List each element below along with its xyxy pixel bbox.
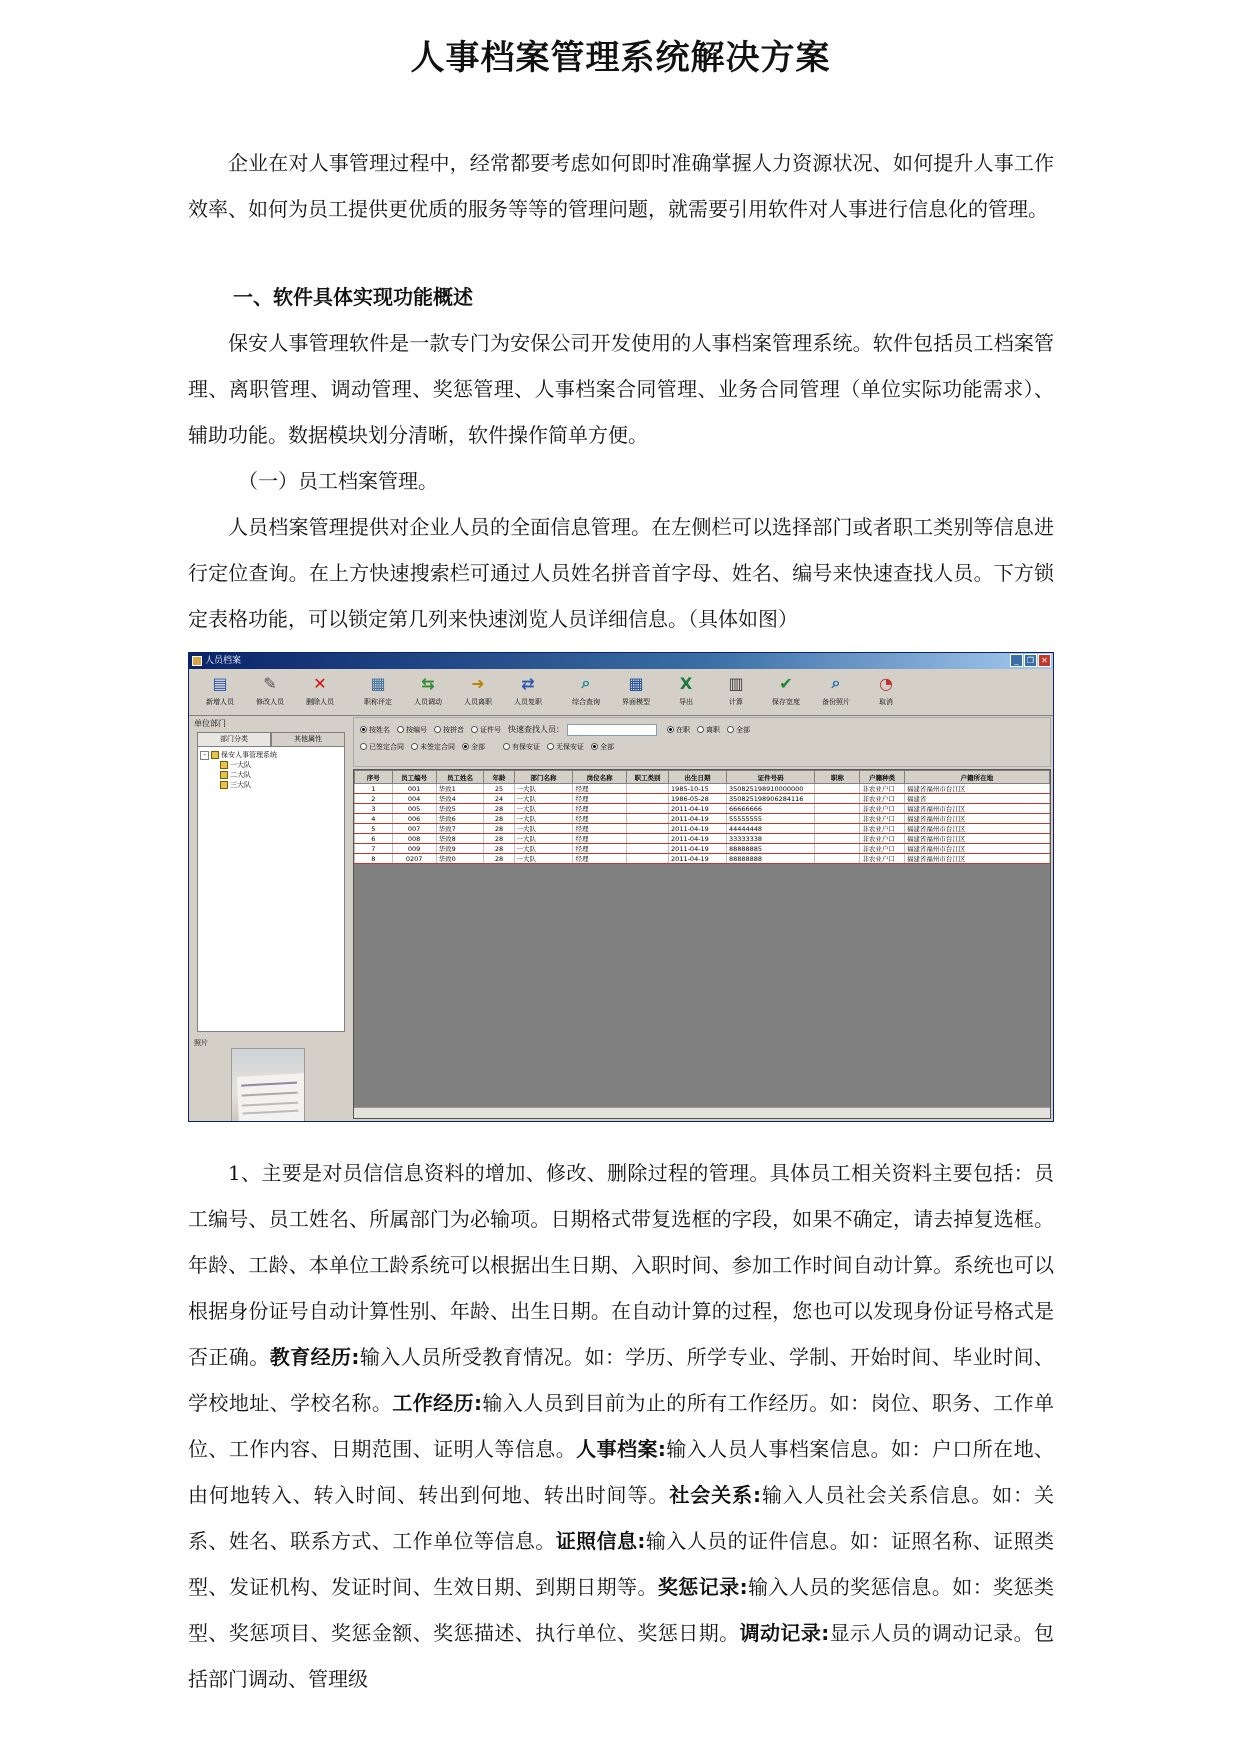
radio-label: 全部 [736,725,750,734]
app-titlebar [189,653,1053,669]
photo-label: 照片 [194,1039,208,1047]
section-heading-1: 一、软件具体实现功能概述 [233,285,473,309]
table-cell: 福建省福州市台江区 [904,844,1049,854]
team-icon [220,761,228,769]
radio-label: 全部 [600,742,614,751]
toolbar-button[interactable] [503,669,553,713]
table-cell: 1985-10-15 [669,784,727,794]
radio-icon[interactable] [547,743,554,750]
team-icon [220,771,228,779]
table-cell [815,784,860,794]
cert-option[interactable] [503,742,540,752]
app-screenshot [188,652,1054,1122]
table-cell: 009 [392,844,436,854]
table-cell: 经理 [573,794,626,804]
status-option[interactable] [697,725,720,735]
table-cell: 5 [355,824,393,834]
table-cell: 005 [392,804,436,814]
table-cell: 非农业户口 [860,794,904,804]
table-cell: 一大队 [514,814,573,824]
minimize-icon[interactable]: _ [1010,654,1023,667]
table-row[interactable] [355,834,1050,844]
column-header[interactable]: 户籍所在地 [904,771,1049,784]
table-cell: 008 [392,834,436,844]
table-cell: 福建省福州市台江区 [904,834,1049,844]
toolbar-button-label: 综合查询 [572,698,600,706]
table-cell [815,794,860,804]
toolbar-button[interactable] [561,669,611,713]
table-cell [626,794,668,804]
table-cell: 0207 [392,854,436,864]
table-cell: 一大队 [514,824,573,834]
app-icon [192,656,202,666]
folder-icon [211,751,219,759]
contract-option[interactable] [462,742,485,752]
contract-option[interactable] [360,742,404,752]
horizontal-scrollbar[interactable] [354,1107,1050,1118]
restore-icon[interactable]: ❐ [1024,654,1037,667]
table-cell: 1986-05-28 [669,794,727,804]
radio-icon[interactable] [360,743,367,750]
work-keyword: 工作经历: [392,1391,483,1415]
save-check-icon: ✔ [779,673,793,693]
quick-search-input[interactable] [567,724,657,736]
subsection-heading-1: （一）员工档案管理。 [238,469,438,493]
radio-label: 有保安证 [512,742,540,751]
toolbar-button[interactable] [453,669,503,713]
transfer-icon: ⇆ [421,673,435,693]
toolbar-button[interactable] [195,669,245,713]
social-text: 输入人员社会关系信息。如：关系、姓名、联系方式、工作单位等信息。 [188,1483,1055,1553]
transfer-keyword: 调动记录: [739,1621,830,1645]
column-header[interactable]: 户籍种类 [860,771,904,784]
table-cell: 25 [484,784,514,794]
table-cell: 华致6 [436,814,484,824]
table-cell: 华致5 [436,804,484,814]
search-mode-option[interactable] [471,725,501,735]
toolbar-button-label: 取消 [879,698,893,706]
tab-dept[interactable]: 部门分类 [197,732,271,746]
table-cell [626,844,668,854]
table-cell: 88888888 [726,854,814,864]
radio-label: 在职 [676,725,690,734]
radio-label: 证件号 [480,725,501,734]
toolbar-button-label: 计算 [729,698,743,706]
cert-keyword: 证照信息: [555,1529,646,1553]
radio-label: 全部 [471,742,485,751]
table-cell: 2011-04-19 [669,814,727,824]
toolbar-button[interactable] [861,669,911,713]
table-cell [815,824,860,834]
close-icon[interactable]: ✕ [1038,654,1051,667]
radio-label: 按拼音 [443,725,464,734]
tree-node-label: 三大队 [230,781,251,789]
toolbar-button[interactable] [245,669,295,713]
search-mode-option[interactable] [434,725,464,735]
reward-text: 输入人员的奖惩信息。如：奖惩类型、奖惩项目、奖惩金额、奖惩描述、执行单位、奖惩日期。 [188,1575,1055,1645]
toolbar-button[interactable] [711,669,761,713]
table-cell: 24 [484,794,514,804]
table-cell: 一大队 [514,834,573,844]
toolbar-button-label: 新增人员 [206,698,234,706]
table-cell: 经理 [573,844,626,854]
table-cell [626,784,668,794]
table-cell: 004 [392,794,436,804]
transfer-text: 显示人员的调动记录。包括部门调动、管理级 [188,1621,1055,1691]
table-cell: 88888885 [726,844,814,854]
toolbar-button-label: 界面模型 [622,698,650,706]
new-doc-icon: ▤ [212,673,228,693]
table-cell: 2 [355,794,393,804]
details-paragraph [188,1150,1054,1702]
table-cell: 350825198906284116 [726,794,814,804]
radio-icon[interactable] [471,726,478,733]
radio-icon[interactable] [727,726,734,733]
table-cell: 6 [355,834,393,844]
column-header[interactable]: 年龄 [484,771,514,784]
radio-icon[interactable] [462,743,469,750]
column-header[interactable]: 职称 [815,771,860,784]
status-option[interactable] [667,725,690,735]
radio-icon[interactable] [411,743,418,750]
column-header[interactable]: 证件号码 [726,771,814,784]
table-cell: 经理 [573,804,626,814]
radio-icon[interactable] [667,726,674,733]
tree-node[interactable] [200,760,342,770]
filter-panel [353,717,1051,767]
toolbar-button-label: 保存宽度 [772,698,800,706]
search-icon: ⌕ [581,673,591,692]
table-row[interactable] [355,814,1050,824]
column-header[interactable]: 岗位名称 [573,771,626,784]
table-row[interactable] [355,844,1050,854]
app-toolbar [189,669,1053,716]
data-grid-area[interactable] [353,769,1051,1119]
table-cell: 非农业户口 [860,804,904,814]
tree-node-label: 一大队 [230,761,251,769]
table-cell: 经理 [573,854,626,864]
table-cell: 一大队 [514,784,573,794]
table-cell: 福建省福州市台江区 [904,784,1049,794]
tree-root[interactable] [200,750,342,760]
table-row[interactable] [355,854,1050,864]
chart-icon: ▦ [370,673,386,693]
contract-option[interactable] [411,742,455,752]
intro-paragraph: 企业在对人事管理过程中，经常都要考虑如何即时准确掌握人力资源状况、如何提升人事工作效率、如何为员工提供更优质的服务等等的管理问题，就需要引用软件对人事进行信息化的管理。 [188,151,1054,221]
table-cell: 2011-04-19 [669,844,727,854]
radio-icon[interactable] [434,726,441,733]
table-cell: 1 [355,784,393,794]
radio-label: 按姓名 [369,725,390,734]
file-text: 输入人员人事档案信息。如：户口所在地、由何地转入、转入时间、转出到何地、转出时间等。 [188,1437,1055,1507]
excel-icon: X [679,673,693,693]
table-cell [815,854,860,864]
tools-icon: ✎ [263,673,277,693]
table-cell: 28 [484,854,514,864]
delete-icon: ✕ [313,673,327,693]
table-cell: 2011-04-19 [669,824,727,834]
cert-text: 输入人员的证件信息。如：证照名称、证照类型、发证机构、发证时间、生效日期、到期日期等。 [188,1529,1055,1599]
table-row[interactable] [355,784,1050,794]
table-cell: 8 [355,854,393,864]
search-mode-option[interactable] [360,725,390,735]
column-header[interactable]: 部门名称 [514,771,573,784]
table-cell: 28 [484,824,514,834]
table-cell: 3 [355,804,393,814]
table-cell [626,804,668,814]
backup-search-icon: ⌕ [831,673,841,692]
radio-icon[interactable] [697,726,704,733]
file-keyword: 人事档案: [576,1437,666,1461]
toolbar-button[interactable] [661,669,711,713]
table-cell: 经理 [573,824,626,834]
page-title: 人事档案管理系统解决方案 [410,38,831,78]
radio-label: 已签定合同 [369,742,404,751]
column-header[interactable]: 序号 [355,771,393,784]
table-cell: 非农业户口 [860,844,904,854]
toolbar-button-label: 人员复职 [514,698,542,706]
details-intro: 1、主要是对员信信息资料的增加、修改、删除过程的管理。具体员工相关资料主要包括：员工编号、员工姓名、所属部门为必输项。日期格式带复选框的字段，如果不确定，请去掉复选框。年龄、工龄、本单位工龄系统可以根据出生日期、入职时间、参加工作时间自动计算。系统也可以根据身份证号自动计算性别、年龄、出生日期。在自动计算的过程，您也可以发现身份证号格式是否正确。 [188,1161,1054,1369]
toolbar-button-label: 备份照片 [822,698,850,706]
radio-icon[interactable] [503,743,510,750]
table-cell: 华致7 [436,824,484,834]
table-cell: 2011-04-19 [669,834,727,844]
table-cell: 非农业户口 [860,784,904,794]
toolbar-button[interactable] [811,669,861,713]
radio-icon[interactable] [591,743,598,750]
table-cell: 001 [392,784,436,794]
table-cell: 经理 [573,784,626,794]
table-cell: 28 [484,844,514,854]
table-cell [815,844,860,854]
tab-other[interactable]: 其他属性 [271,732,345,746]
radio-label: 离职 [706,725,720,734]
table-cell: 非农业户口 [860,854,904,864]
column-header[interactable]: 职工类别 [626,771,668,784]
table-cell: 44444448 [726,824,814,834]
table-cell: 华致1 [436,784,484,794]
table-cell: 华致8 [436,834,484,844]
table-cell: 一大队 [514,844,573,854]
table-row[interactable] [355,794,1050,804]
exit-icon: ➜ [471,673,485,693]
table-cell: 一大队 [514,794,573,804]
cert-option[interactable] [547,742,584,752]
right-pane [353,717,1051,1119]
tree-node-label: 二大队 [230,771,251,779]
table-cell: 经理 [573,834,626,844]
overview-paragraph: 保安人事管理软件是一款专门为安保公司开发使用的人事档案管理系统。软件包括员工档案管理、离职管理、调动管理、奖惩管理、人事档案合同管理、业务合同管理（单位实际功能需求）、辅助功能。数据模块划分清晰，软件操作简单方便。 [188,331,1054,447]
tree-node[interactable] [200,770,342,780]
employee-table [354,770,1050,864]
quick-search-label: 快速查找人员： [508,725,564,734]
edu-text: 输入人员所受教育情况。如：学历、所学专业、学制、开始时间、毕业时间、学校地址、学校名称。 [188,1345,1055,1415]
radio-label: 无保安证 [556,742,584,751]
table-cell [626,824,668,834]
toolbar-button[interactable] [353,669,403,713]
calculator-icon: ▥ [728,673,744,693]
table-cell [626,854,668,864]
toolbar-button[interactable] [611,669,661,713]
radio-icon[interactable] [360,726,367,733]
status-option[interactable] [727,725,750,735]
table-cell: 经理 [573,814,626,824]
toolbar-button-label: 职称评定 [364,698,392,706]
dept-tree [197,746,345,1032]
table-cell: 4 [355,814,393,824]
table-cell: 一大队 [514,804,573,814]
table-cell: 非农业户口 [860,834,904,844]
dept-pane-label: 单位部门 [194,719,226,728]
table-cell: 33333338 [726,834,814,844]
table-cell [815,814,860,824]
employee-photo [231,1048,305,1122]
table-cell: 福建省福州市台江区 [904,814,1049,824]
table-cell: 福建省 [904,794,1049,804]
toolbar-button-label: 删除人员 [306,698,334,706]
table-cell: 28 [484,834,514,844]
table-cell: 非农业户口 [860,814,904,824]
reward-keyword: 奖惩记录: [657,1575,748,1599]
reinstate-icon: ⇄ [521,673,535,693]
table-cell: 2011-04-19 [669,804,727,814]
table-cell: 华致4 [436,794,484,804]
left-pane [191,717,351,1119]
toolbar-button-label: 人员调动 [414,698,442,706]
table-cell: 55555555 [726,814,814,824]
table-row[interactable] [355,804,1050,814]
table-cell: 福建省福州市台江区 [904,854,1049,864]
column-header[interactable]: 员工编号 [392,771,436,784]
collapse-icon[interactable]: - [200,751,209,760]
table-cell: 28 [484,804,514,814]
table-cell: 007 [392,824,436,834]
table-cell: 福建省福州市台江区 [904,824,1049,834]
archive-paragraph: 人员档案管理提供对企业人员的全面信息管理。在左侧栏可以选择部门或者职工类别等信息进行定位查询。在上方快速搜索栏可通过人员姓名拼音首字母、姓名、编号来快速查找人员。下方锁定表格功能，可以锁定第几列来快速浏览人员详细信息。（具体如图） [188,515,1054,631]
column-header[interactable]: 员工姓名 [436,771,484,784]
table-cell [815,804,860,814]
edu-keyword: 教育经历: [269,1345,360,1369]
toolbar-button[interactable] [295,669,345,713]
toolbar-button-label: 人员离职 [464,698,492,706]
table-row[interactable] [355,824,1050,834]
toolbar-button[interactable] [403,669,453,713]
radio-label: 按编号 [406,725,427,734]
table-cell [626,814,668,824]
toolbar-button-label: 修改人员 [256,698,284,706]
work-text: 输入人员到目前为止的所有工作经历。如：岗位、职务、工作单位、工作内容、日期范围、证明人等信息。 [188,1391,1055,1461]
cancel-icon: ◔ [879,673,893,693]
table-cell: 非农业户口 [860,824,904,834]
column-header[interactable]: 出生日期 [669,771,727,784]
table-cell: 福建省福州市台江区 [904,804,1049,814]
app-window-title: 人员档案 [205,656,242,666]
table-cell: 28 [484,814,514,824]
social-keyword: 社会关系: [669,1483,762,1507]
table-cell [626,834,668,844]
table-cell: 350825198910000000 [726,784,814,794]
toolbar-button[interactable] [761,669,811,713]
table-cell: 2011-04-19 [669,854,727,864]
table-cell: 华致0 [436,854,484,864]
tree-root-label: 保安人事管理系统 [221,751,277,759]
table-cell: 华致9 [436,844,484,854]
table-cell: 7 [355,844,393,854]
radio-icon[interactable] [397,726,404,733]
table-cell: 66666666 [726,804,814,814]
table-cell: 一大队 [514,854,573,864]
table-cell [815,834,860,844]
table-cell: 006 [392,814,436,824]
toolbar-button-label: 导出 [679,698,693,706]
team-icon [220,781,228,789]
radio-label: 未签定合同 [420,742,455,751]
layout-icon: ▦ [628,673,644,693]
cert-option[interactable] [591,742,614,752]
tree-node[interactable] [200,780,342,790]
search-mode-option[interactable] [397,725,427,735]
